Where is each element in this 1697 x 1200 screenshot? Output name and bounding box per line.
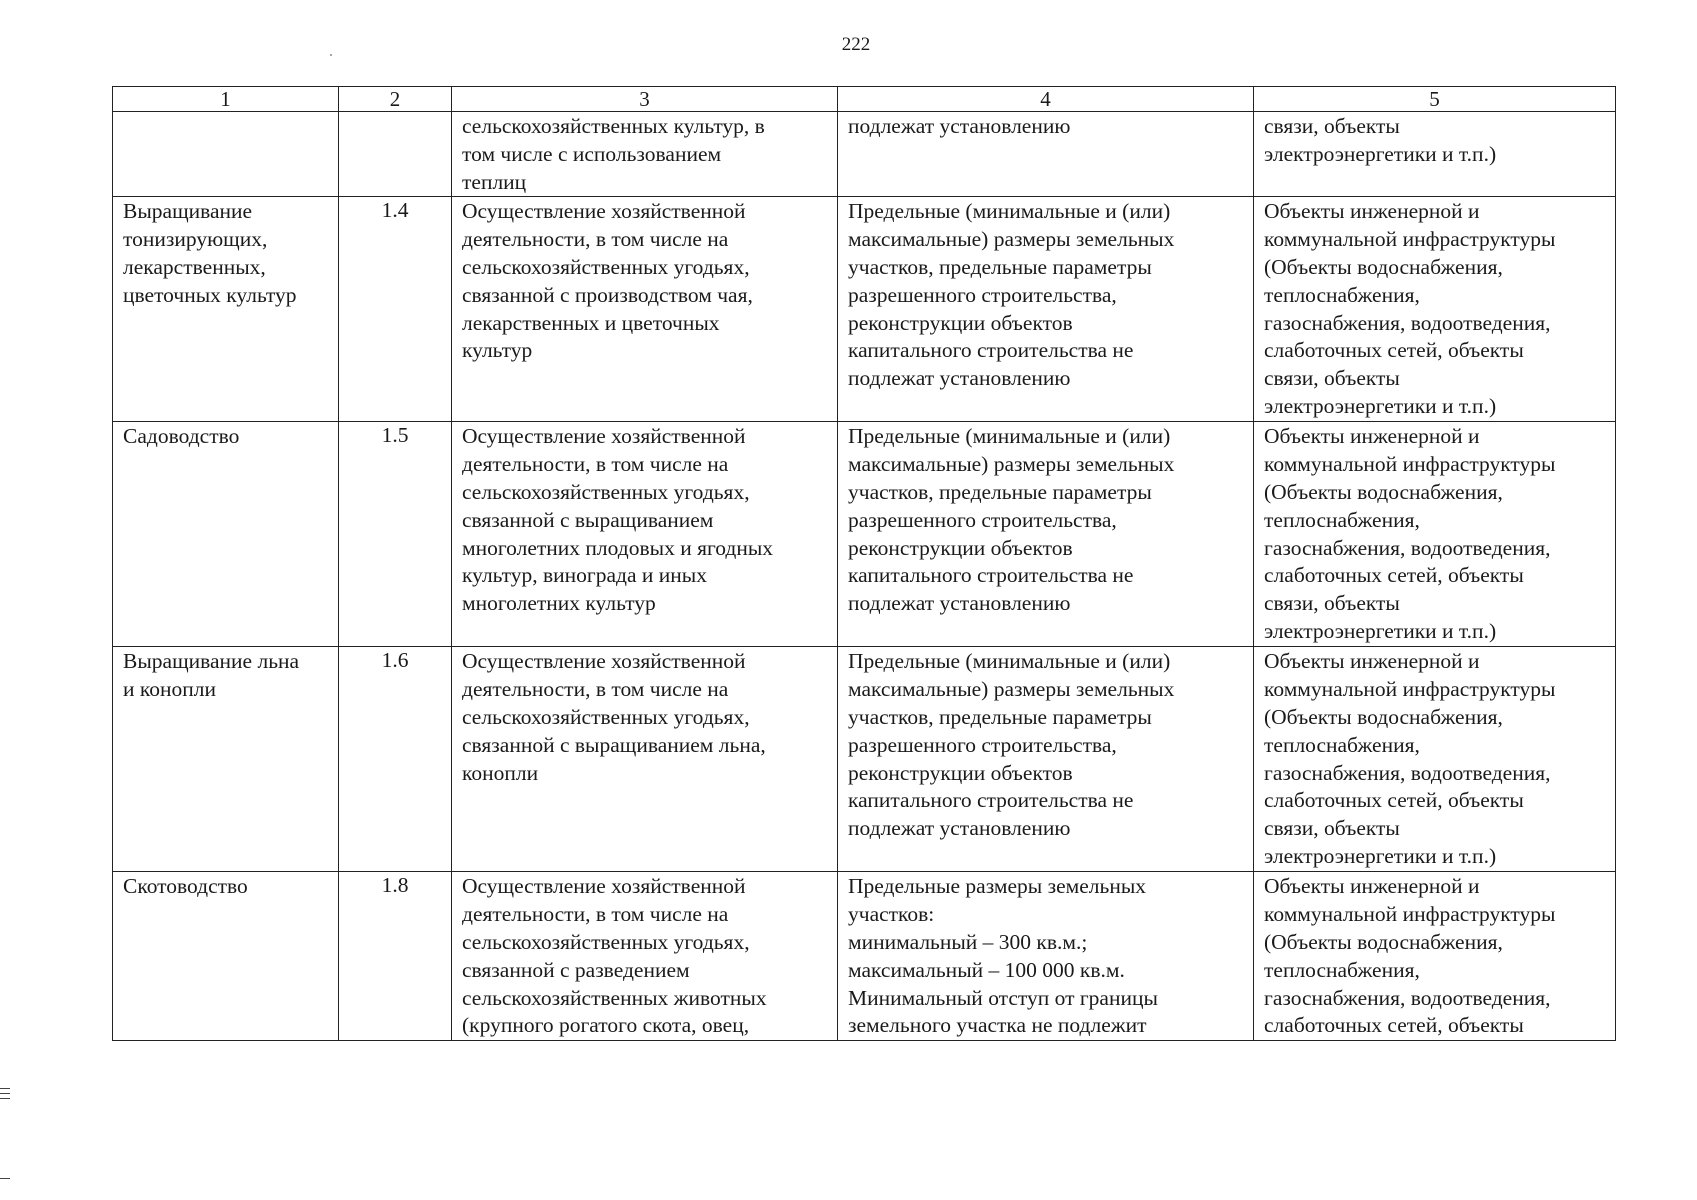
table-row	[113, 112, 1616, 197]
text-line: связи, объекты	[1264, 816, 1400, 841]
text-line: деятельности, в том числе на	[462, 902, 729, 927]
text-line: конопли	[462, 760, 539, 785]
text-line: земельного участка не подлежит	[848, 1013, 1147, 1038]
text-line: культур, винограда и иных	[462, 563, 707, 588]
text-line: подлежат установлению	[848, 366, 1071, 391]
text-line: капитального строительства не	[848, 563, 1134, 588]
land-use-parameters-cell	[838, 872, 1254, 1041]
text-line: связанной с выращиванием	[462, 507, 714, 532]
text-line: теплоснабжения,	[1264, 957, 1420, 982]
text-line: (Объекты водоснабжения,	[1264, 929, 1503, 954]
text-line: газоснабжения, водоотведения,	[1264, 535, 1551, 560]
text-line: подлежат установлению	[848, 816, 1071, 841]
table-row	[113, 872, 1616, 1041]
text-line: максимальный – 100 000 кв.м.	[848, 957, 1125, 982]
text-line: (крупного рогатого скота, овец,	[462, 1013, 750, 1038]
land-use-objects-cell	[1254, 112, 1616, 197]
text-line: электроэнергетики и т.п.)	[1264, 843, 1497, 868]
text-line: и конопли	[123, 677, 216, 702]
text-line: Скотоводство	[123, 874, 248, 899]
text-line: сельскохозяйственных культур, в	[462, 114, 765, 138]
land-use-code-cell: 1.4	[339, 197, 452, 422]
text-line: Предельные (минимальные и (или)	[848, 424, 1171, 449]
text-line: Выращивание льна	[123, 649, 300, 674]
text-line: реконструкции объектов	[848, 760, 1073, 785]
land-use-objects-cell	[1254, 872, 1616, 1041]
text-line: сельскохозяйственных угодьях,	[462, 254, 750, 279]
text-line: максимальные) размеры земельных	[848, 677, 1175, 702]
text-line: подлежат установлению	[848, 591, 1071, 616]
text-line: сельскохозяйственных угодьях,	[462, 704, 750, 729]
land-use-objects-cell	[1254, 197, 1616, 422]
text-line: максимальные) размеры земельных	[848, 452, 1175, 477]
text-line: связи, объекты	[1264, 591, 1400, 616]
text-line: деятельности, в том числе на	[462, 227, 729, 252]
text-line: максимальные) размеры земельных	[848, 227, 1175, 252]
margin-mark	[0, 1178, 10, 1179]
text-line: разрешенного строительства,	[848, 282, 1117, 307]
text-line: многолетних плодовых и ягодных	[462, 535, 774, 560]
text-line: Осуществление хозяйственной	[462, 199, 746, 224]
text-line: капитального строительства не	[848, 338, 1134, 363]
land-use-description-cell	[452, 872, 838, 1041]
text-line: сельскохозяйственных угодьях,	[462, 929, 750, 954]
land-use-parameters-cell	[838, 422, 1254, 647]
text-line: сельскохозяйственных животных	[462, 985, 767, 1010]
land-use-name-cell	[113, 422, 339, 647]
text-line: слаботочных сетей, объекты	[1264, 563, 1524, 588]
land-use-name-cell	[113, 112, 339, 197]
land-use-code-cell: 1.8	[339, 872, 452, 1041]
land-use-code-cell: 1.5	[339, 422, 452, 647]
land-use-name-cell	[113, 872, 339, 1041]
text-line: Осуществление хозяйственной	[462, 424, 746, 449]
text-line: слаботочных сетей, объекты	[1264, 338, 1524, 363]
text-line: (Объекты водоснабжения,	[1264, 704, 1503, 729]
page-number: 222	[841, 34, 871, 55]
text-line: газоснабжения, водоотведения,	[1264, 760, 1551, 785]
text-line: коммунальной инфраструктуры	[1264, 452, 1556, 477]
land-use-code-cell	[339, 112, 452, 197]
text-line: участков, предельные параметры	[848, 479, 1152, 504]
land-use-description-cell	[452, 422, 838, 647]
text-line: слаботочных сетей, объекты	[1264, 788, 1524, 813]
column-header: 1	[113, 87, 339, 112]
text-line: Предельные (минимальные и (или)	[848, 199, 1171, 224]
text-line: теплиц	[462, 169, 527, 194]
text-line: теплоснабжения,	[1264, 507, 1420, 532]
land-use-objects-cell	[1254, 422, 1616, 647]
text-line: (Объекты водоснабжения,	[1264, 254, 1503, 279]
table-row	[113, 647, 1616, 872]
text-line: слаботочных сетей, объекты	[1264, 1013, 1524, 1038]
column-header: 3	[452, 87, 838, 112]
text-line: культур	[462, 338, 533, 363]
column-header: 2	[339, 87, 452, 112]
text-line: участков, предельные параметры	[848, 704, 1152, 729]
text-line: том числе с использованием	[462, 141, 722, 166]
text-line: Объекты инженерной и	[1264, 874, 1480, 899]
text-line: (Объекты водоснабжения,	[1264, 479, 1503, 504]
text-line: связанной с производством чая,	[462, 282, 753, 307]
text-line: теплоснабжения,	[1264, 282, 1420, 307]
text-line: связанной с разведением	[462, 957, 690, 982]
text-line: Садоводство	[123, 424, 240, 449]
land-use-parameters-cell	[838, 112, 1254, 197]
column-header: 5	[1254, 87, 1616, 112]
text-line: сельскохозяйственных угодьях,	[462, 479, 750, 504]
text-line: подлежат установлению	[848, 114, 1071, 138]
table-row	[113, 197, 1616, 422]
text-line: тонизирующих,	[123, 227, 268, 252]
text-line: теплоснабжения,	[1264, 732, 1420, 757]
text-line: капитального строительства не	[848, 788, 1134, 813]
text-line: связанной с выращиванием льна,	[462, 732, 766, 757]
land-use-parameters-cell	[838, 647, 1254, 872]
land-use-description-cell	[452, 197, 838, 422]
text-line: коммунальной инфраструктуры	[1264, 902, 1556, 927]
text-line: газоснабжения, водоотведения,	[1264, 985, 1551, 1010]
land-use-description-cell	[452, 647, 838, 872]
text-line: электроэнергетики и т.п.)	[1264, 141, 1497, 166]
land-use-description-cell	[452, 112, 838, 197]
text-line: электроэнергетики и т.п.)	[1264, 618, 1497, 643]
text-line: деятельности, в том числе на	[462, 452, 729, 477]
text-line: Выращивание	[123, 199, 253, 224]
text-line: Осуществление хозяйственной	[462, 874, 746, 899]
text-line: лекарственных и цветочных	[462, 310, 720, 335]
text-line: электроэнергетики и т.п.)	[1264, 393, 1497, 418]
text-line: Предельные размеры земельных	[848, 874, 1147, 899]
margin-mark	[0, 1088, 10, 1089]
text-line: связи, объекты	[1264, 114, 1400, 138]
land-use-code-cell: 1.6	[339, 647, 452, 872]
text-line: связи, объекты	[1264, 366, 1400, 391]
table-body	[113, 112, 1616, 1041]
text-line: реконструкции объектов	[848, 310, 1073, 335]
text-line: реконструкции объектов	[848, 535, 1073, 560]
land-use-name-cell	[113, 647, 339, 872]
text-line: многолетних культур	[462, 591, 656, 616]
table-row	[113, 422, 1616, 647]
column-header: 4	[838, 87, 1254, 112]
text-line: Объекты инженерной и	[1264, 424, 1480, 449]
margin-mark	[0, 1098, 10, 1099]
land-use-table	[112, 86, 1616, 1041]
text-line: Минимальный отступ от границы	[848, 985, 1158, 1010]
table-header-row	[113, 87, 1616, 112]
text-line: Предельные (минимальные и (или)	[848, 649, 1171, 674]
text-line: участков:	[848, 902, 935, 927]
land-use-parameters-cell	[838, 197, 1254, 422]
text-line: коммунальной инфраструктуры	[1264, 227, 1556, 252]
land-use-name-cell	[113, 197, 339, 422]
text-line: Объекты инженерной и	[1264, 199, 1480, 224]
text-line: деятельности, в том числе на	[462, 677, 729, 702]
text-line: цветочных культур	[123, 282, 297, 307]
text-line: Осуществление хозяйственной	[462, 649, 746, 674]
text-line: участков, предельные параметры	[848, 254, 1152, 279]
text-line: коммунальной инфраструктуры	[1264, 677, 1556, 702]
scan-speck	[330, 54, 332, 56]
text-line: Объекты инженерной и	[1264, 649, 1480, 674]
text-line: лекарственных,	[123, 254, 266, 279]
text-line: минимальный – 300 кв.м.;	[848, 929, 1088, 954]
text-line: разрешенного строительства,	[848, 507, 1117, 532]
land-use-objects-cell	[1254, 647, 1616, 872]
text-line: газоснабжения, водоотведения,	[1264, 310, 1551, 335]
margin-mark	[0, 1093, 10, 1094]
text-line: разрешенного строительства,	[848, 732, 1117, 757]
